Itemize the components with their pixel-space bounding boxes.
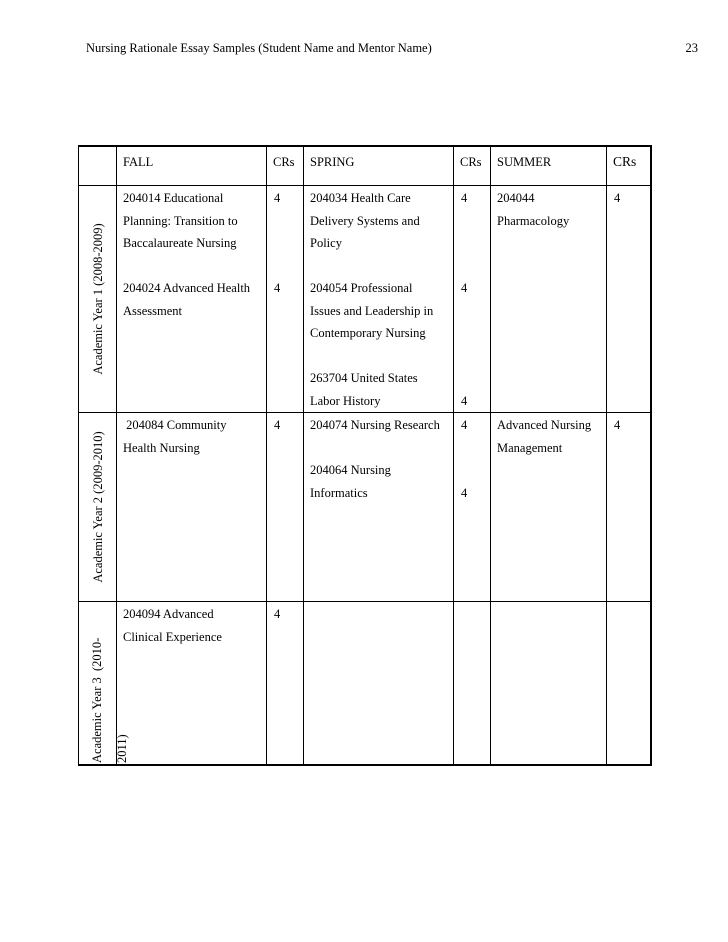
year-3-spring-cell xyxy=(304,602,454,766)
table-row-year-1 xyxy=(79,186,651,413)
year-1-summer-crs-cell xyxy=(607,186,651,413)
course-line: 204034 Health Care xyxy=(310,191,411,205)
summer-header-label: SUMMER xyxy=(497,155,552,169)
year-3-label-cell xyxy=(79,602,129,766)
spring-crs-header-label: CRs xyxy=(460,155,482,169)
year-2-spring-crs-cell xyxy=(454,413,491,602)
summer-crs-header-label: CRs xyxy=(613,154,637,169)
course-line: Contemporary Nursing xyxy=(310,326,426,340)
page-number: 23 xyxy=(685,41,698,55)
course-line: Policy xyxy=(310,236,342,250)
year-1-label: Academic Year 1 (2008-2009) xyxy=(90,223,105,375)
year-1-spring-crs-cell xyxy=(454,186,491,413)
column-header-fall-crs xyxy=(267,146,304,186)
course-line: Baccalaureate Nursing xyxy=(123,236,237,250)
course-line: 204084 Community xyxy=(123,418,227,432)
year-3-label-line-1: Academic Year 3 (2010- xyxy=(89,637,104,763)
course-line: Planning: Transition to xyxy=(123,213,238,228)
column-header-summer-crs xyxy=(607,146,651,186)
credit-value: 4 xyxy=(274,607,281,621)
credit-value: 4 xyxy=(461,281,468,295)
course-line: Labor History xyxy=(310,393,381,408)
course-line: 263704 United States xyxy=(310,371,418,385)
column-header-fall xyxy=(117,146,267,186)
year-2-spring-cell xyxy=(304,413,454,602)
fall-header-label: FALL xyxy=(123,155,154,169)
year-2-summer-cell xyxy=(491,413,607,602)
course-line: Assessment xyxy=(123,303,183,318)
course-line: 204044 xyxy=(497,191,535,205)
year-1-summer-cell xyxy=(491,186,607,413)
credit-value: 4 xyxy=(461,485,468,500)
course-line: Pharmacology xyxy=(497,213,570,228)
course-line: 204094 Advanced xyxy=(123,607,214,621)
year-2-fall-crs-cell xyxy=(267,413,304,602)
column-header-spring xyxy=(304,146,454,186)
year-3-summer-crs-cell xyxy=(607,602,651,766)
course-line: 204014 Educational xyxy=(123,191,224,205)
year-3-fall-cell xyxy=(117,602,267,766)
course-line: Issues and Leadership in xyxy=(310,303,434,318)
credit-value: 4 xyxy=(614,418,621,432)
year-3-label-line-2: 2011) xyxy=(114,734,129,763)
credit-value: 4 xyxy=(274,418,281,432)
year-3-label xyxy=(85,603,135,763)
year-1-fall-crs-cell xyxy=(267,186,304,413)
year-1-spring-cell xyxy=(304,186,454,413)
credit-value: 4 xyxy=(274,191,281,205)
course-line: 204074 Nursing Research xyxy=(310,418,440,432)
course-line: Advanced Nursing xyxy=(497,418,592,432)
year-3-summer-cell xyxy=(491,602,607,766)
year-2-fall-cell xyxy=(117,413,267,602)
credit-value: 4 xyxy=(461,191,468,205)
credit-value: 4 xyxy=(461,393,468,408)
page-header xyxy=(86,41,698,59)
course-line: 204024 Advanced Health xyxy=(123,281,251,295)
year-3-spring-crs-cell xyxy=(454,602,491,766)
year-2-label-cell xyxy=(79,413,117,602)
course-line: Clinical Experience xyxy=(123,629,222,644)
table-header-row xyxy=(79,146,651,186)
course-line: Management xyxy=(497,440,563,455)
course-line: 204064 Nursing xyxy=(310,463,391,477)
corner-cell xyxy=(79,146,117,186)
table-row-year-2 xyxy=(79,413,651,602)
course-line: 204054 Professional xyxy=(310,281,413,295)
course-line: Delivery Systems and xyxy=(310,213,420,228)
year-2-summer-crs-cell xyxy=(607,413,651,602)
year-3-fall-crs-cell xyxy=(267,602,304,766)
credit-value: 4 xyxy=(274,281,281,295)
table-row-year-3 xyxy=(79,602,651,766)
column-header-spring-crs xyxy=(454,146,491,186)
year-1-fall-cell xyxy=(117,186,267,413)
credit-value: 4 xyxy=(461,418,468,432)
course-plan-table xyxy=(78,145,652,766)
column-header-summer xyxy=(491,146,607,186)
course-line: Health Nursing xyxy=(123,440,200,455)
course-line: Informatics xyxy=(310,485,368,500)
year-1-label-cell xyxy=(79,186,117,413)
spring-header-label: SPRING xyxy=(310,155,355,169)
fall-crs-header-label: CRs xyxy=(273,155,295,169)
year-2-label: Academic Year 2 (2009-2010) xyxy=(90,431,105,583)
credit-value: 4 xyxy=(614,191,621,205)
running-head-title: Nursing Rationale Essay Samples (Student Name and Mentor Name) xyxy=(86,41,432,55)
